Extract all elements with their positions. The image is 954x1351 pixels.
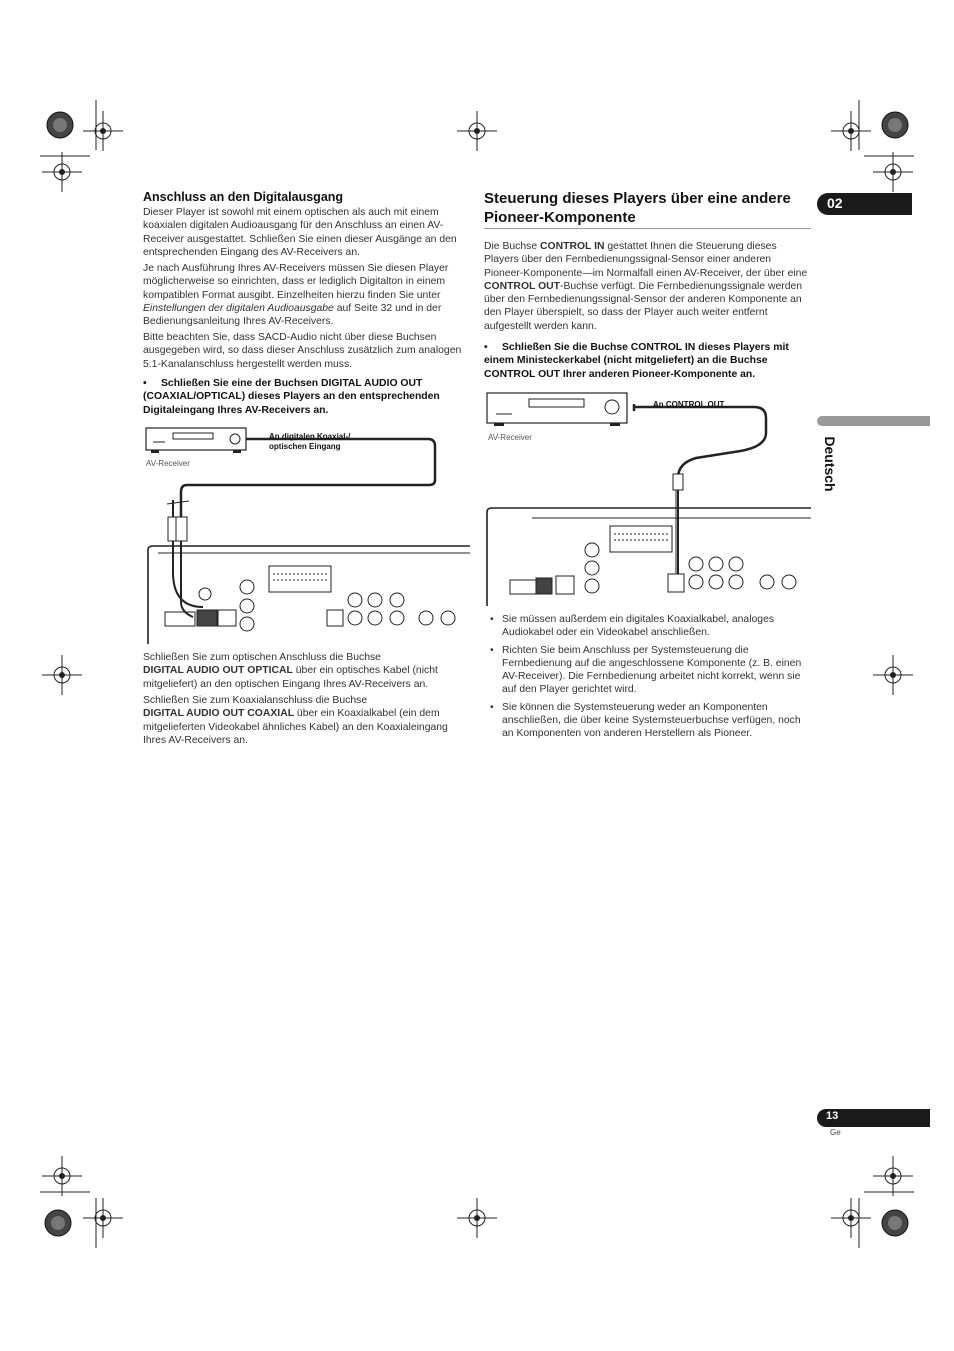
- left-diagram-svg: [143, 422, 470, 644]
- left-diagram-label: An digitalen Koaxial-/ optischen Eingang: [269, 432, 351, 451]
- right-paragraph-1: [484, 240, 809, 333]
- right-bullet-list: [484, 613, 811, 745]
- right-heading: Steuerung dieses Players über eine andere Pioneer-Komponente: [484, 190, 791, 226]
- rp1-bold-control-in: CONTROL IN: [540, 241, 605, 252]
- right-connection-diagram: [484, 388, 811, 606]
- p5-bold: DIGITAL AUDIO OUT COAXIAL: [143, 708, 295, 720]
- right-diagram-svg: [484, 388, 811, 606]
- right-step: [484, 341, 809, 381]
- right-step-text: Schließen Sie die Buchse CONTROL IN dieses Players mit einem Ministeckerkabel (nicht mitgeliefert) an die Buchse CONTROL OUT Ihrer anderen Pioneer-Komponente an.: [484, 342, 789, 380]
- heading-rule: [484, 228, 811, 229]
- left-paragraph-3: Bitte beachten Sie, dass SACD-Audio nicht über diese Buchsen ausgegeben wird, so dass dieser Anschluss zusätzlich zum analogen 5.1-Kanalanschluss hergestellt werden muss.: [143, 332, 462, 370]
- right-diagram-label: [653, 400, 763, 410]
- left-paragraph-4: [143, 651, 468, 691]
- left-paragraph-1: Dieser Player ist sowohl mit einem optischen als auch mit einem koaxialen digitalen Audioausgang für den Anschluss an einen AV-Receiver ausgestattet. Schließen Sie einen dieser Ausgänge an den entsprechenden Eingang des AV-Receivers an.: [143, 207, 457, 258]
- left-step-text: Schließen Sie eine der Buchsen DIGITAL AUDIO OUT (COAXIAL/OPTICAL) dieses Players an den entsprechenden Digitaleingang Ihres AV-Receivers an.: [143, 378, 440, 416]
- language-tab-label: Deutsch: [822, 436, 838, 492]
- p2-italic-ref: Einstellungen der digitalen Audioausgabe: [143, 302, 334, 314]
- p5-text-b: über ein Koaxialkabel (ein dem mitgelieferten Videokabel ähnliches Kabel) an den Koaxialeingang Ihres AV-Receivers an.: [143, 708, 448, 746]
- right-bullet-3: • Sie können die Systemsteuerung weder an Komponenten anschließen, die über keine Systemsteuerbuchse verfügen, noch an Komponenten von anderen Herstellern als Pioneer.: [484, 701, 811, 741]
- left-heading: Anschluss an den Digitalausgang: [143, 190, 344, 204]
- p5-text-a: Schließen Sie zum Koaxialanschluss die Buchse: [143, 695, 368, 706]
- left-paragraph-5: [143, 694, 468, 747]
- chapter-number: 02: [827, 195, 843, 211]
- right-step-bullet: •: [484, 342, 488, 353]
- player-rear-panel-icon: [148, 546, 470, 644]
- left-step: [143, 377, 468, 417]
- right-bullet-1: • Sie müssen außerdem ein digitales Koaxialkabel, analoges Audiokabel oder ein Videokabel anschließen.: [484, 613, 811, 640]
- p2-text-b: auf Seite 32 und in der Bedienungsanleitung Ihres AV-Receivers.: [143, 302, 442, 328]
- av-receiver-icon-right: [487, 393, 627, 423]
- rp1-text-b: gestattet Ihnen die Steuerung dieses Players über den Fernbedienungssignal-Sensor einer anderen Pioneer-Komponente—im Normalfall einen AV-Receiver, der über eine: [484, 241, 808, 279]
- p4-text-a: Schließen Sie zum optischen Anschluss die Buchse: [143, 652, 381, 663]
- right-diagram-caption: AV-Receiver: [488, 433, 532, 442]
- right-diagram-label-port: CONTROL OUT: [665, 400, 725, 409]
- page-number: 13: [826, 1110, 839, 1122]
- right-bullet-2: • Richten Sie beim Anschluss per Systemsteuerung die Fernbedienung auf die angeschlossene Komponente (z. B. einen AV-Receiver). Die Fernbedienung arbeitet nicht korrekt, wenn sie auf den Player gerichtet wird.: [484, 644, 811, 697]
- p4-text-b: über ein optisches Kabel (nicht mitgeliefert) an den optischen Eingang Ihres AV-Receivers an.: [143, 665, 438, 690]
- left-connection-diagram: [143, 422, 470, 644]
- right-diagram-label-pre: An: [653, 400, 664, 409]
- rp1-text-c: -Buchse verfügt. Die Fernbedienungssignale werden über den Fernbedienungssignal-Sensor der anderen Komponente an den Player überspielt, so dass der Player auch weiter entfernt aufgestellt werden kann.: [484, 280, 803, 332]
- page-language-code: Ge: [830, 1128, 841, 1137]
- left-diagram-caption: AV-Receiver: [146, 459, 190, 468]
- p4-bold: DIGITAL AUDIO OUT OPTICAL: [143, 665, 293, 677]
- left-paragraph-2: [143, 262, 468, 328]
- rp1-bold-control-out: CONTROL OUT: [484, 280, 561, 292]
- left-step-bullet: •: [143, 378, 147, 389]
- rp1-text-a: Die Buchse: [484, 241, 541, 252]
- p2-text-a: Je nach Ausführung Ihres AV-Receivers müssen Sie diesen Player möglicherweise so einrichten, dass er lediglich Digitalton in einem kompatiblen Format ausgibt. Einzelheiten hierzu finden Sie unter: [143, 263, 449, 301]
